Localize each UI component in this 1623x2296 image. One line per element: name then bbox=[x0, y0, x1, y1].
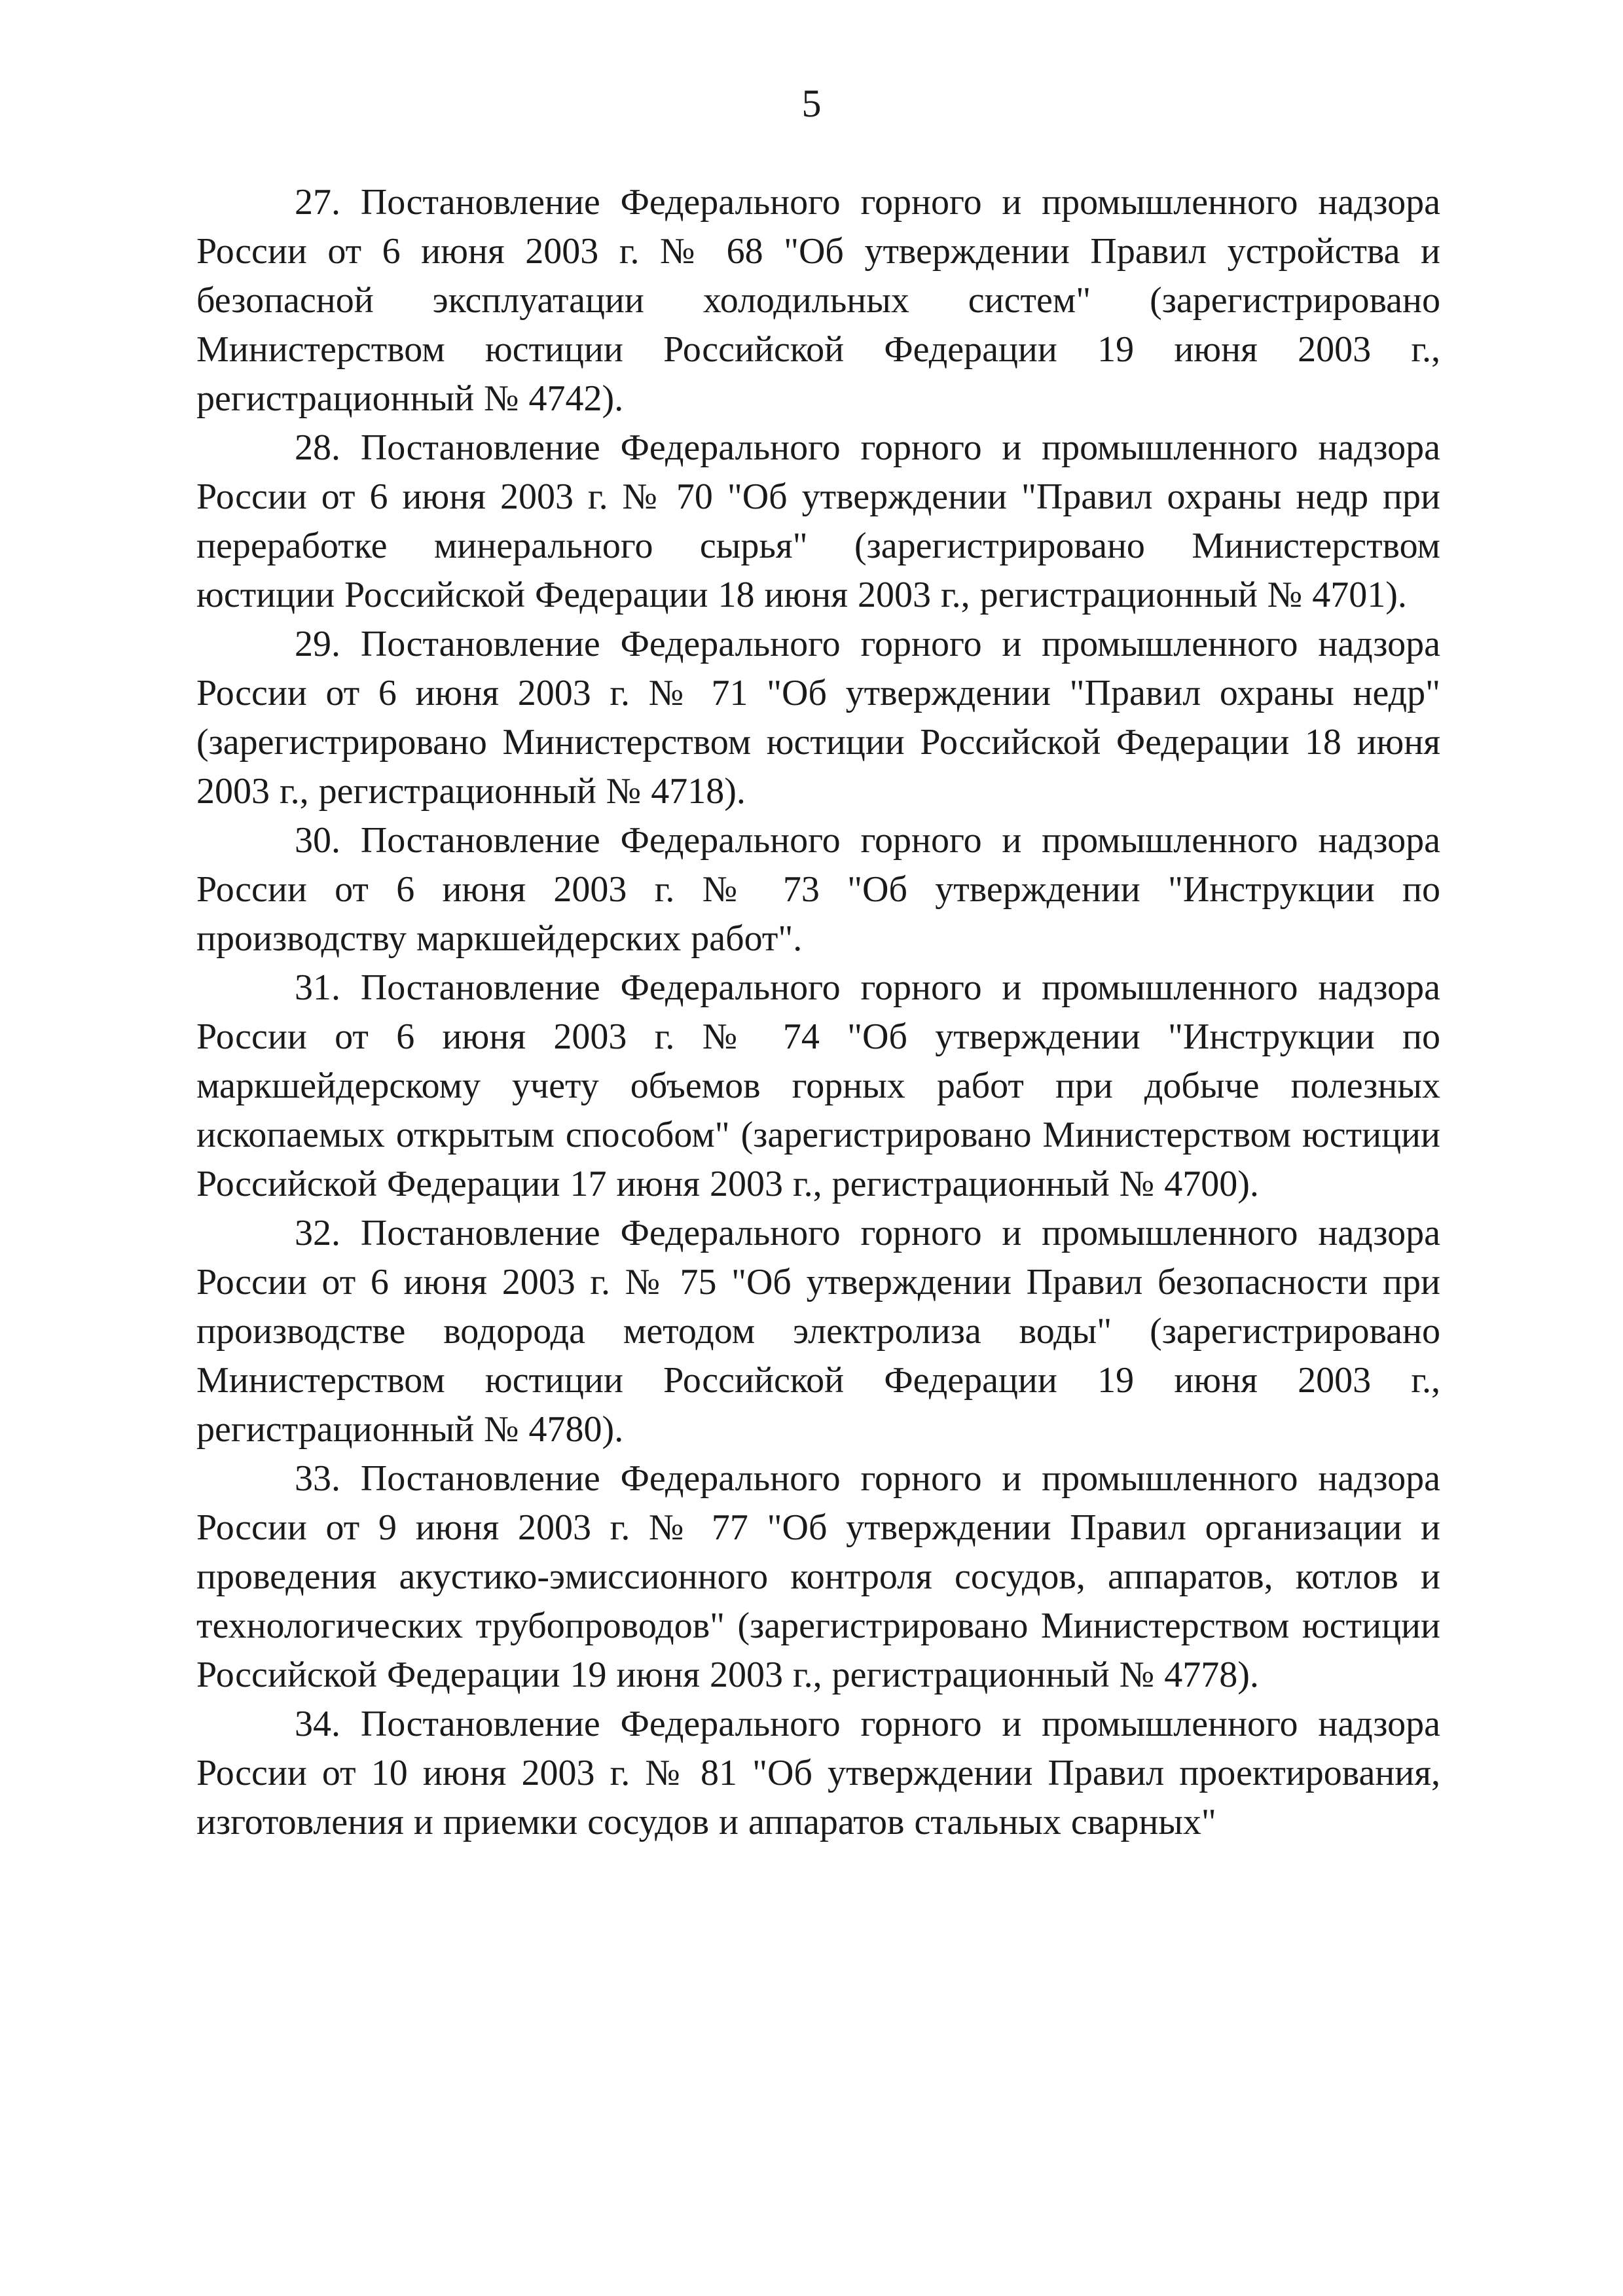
item-text: Постановление Федерального горного и промышленного надзора России от 6 июня 2003 г. № 74 "Об утверждении "Инструкции по маркшейдерскому учету объемов горных работ при добыче полезных ископаемых открытым способом" (зарегистрировано Министерством юстиции Российской Федерации 17 июня 2003 г., регистрационный № 4700). bbox=[196, 967, 1441, 1204]
item-text: Постановление Федерального горного и промышленного надзора России от 6 июня 2003 г. № 75 "Об утверждении Правил безопасности при производстве водорода методом электролиза воды" (зарегистрировано Министерством юстиции Российской Федерации 19 июня 2003 г., регистрационный № 4780). bbox=[196, 1213, 1441, 1450]
item-number: 27. bbox=[295, 182, 340, 223]
item-number: 33. bbox=[295, 1458, 340, 1499]
item-number: 30. bbox=[295, 820, 340, 861]
item-number: 29. bbox=[295, 624, 340, 664]
item-text: Постановление Федерального горного и промышленного надзора России от 6 июня 2003 г. № 70 "Об утверждении "Правил охраны недр при переработке минерального сырья" (зарегистрировано Министерством юстиции Российской Федерации 18 июня 2003 г., регистрационный № 4701). bbox=[196, 427, 1441, 615]
item-number: 31. bbox=[295, 967, 340, 1008]
list-item bbox=[196, 620, 1440, 816]
item-text: Постановление Федерального горного и промышленного надзора России от 6 июня 2003 г. № 73 "Об утверждении "Инструкции по производству маркшейдерских работ". bbox=[196, 820, 1441, 959]
list-item bbox=[196, 1209, 1440, 1454]
page-number: 5 bbox=[801, 82, 822, 125]
item-number: 32. bbox=[295, 1213, 340, 1253]
item-text: Постановление Федерального горного и промышленного надзора России от 6 июня 2003 г. № 68 "Об утверждении Правил устройства и безопасной эксплуатации холодильных систем" (зарегистрировано Министерством юстиции Российской Федерации 19 июня 2003 г., регистрационный № 4742). bbox=[196, 182, 1441, 419]
list-item bbox=[196, 1454, 1440, 1700]
item-text: Постановление Федерального горного и промышленного надзора России от 6 июня 2003 г. № 71 "Об утверждении "Правил охраны недр" (зарегистрировано Министерством юстиции Российской Федерации 18 июня 2003 г., регистрационный № 4718). bbox=[196, 624, 1441, 812]
list-item bbox=[196, 423, 1440, 620]
list-item bbox=[196, 816, 1440, 963]
list-item bbox=[196, 963, 1440, 1209]
list-item bbox=[196, 1700, 1440, 1847]
item-number: 34. bbox=[295, 1704, 340, 1744]
item-number: 28. bbox=[295, 427, 340, 468]
item-text: Постановление Федерального горного и промышленного надзора России от 9 июня 2003 г. № 77 "Об утверждении Правил организации и проведения акустико-эмиссионного контроля сосудов, аппаратов, котлов и технологических трубопроводов" (зарегистрировано Министерством юстиции Российской Федерации 19 июня 2003 г., регистрационный № 4778). bbox=[196, 1458, 1441, 1695]
document-body bbox=[196, 178, 1440, 1847]
item-text: Постановление Федерального горного и промышленного надзора России от 10 июня 2003 г. № 81 "Об утверждении Правил проектирования, изготовления и приемки сосудов и аппаратов стальных сварных" bbox=[196, 1704, 1441, 1842]
list-item bbox=[196, 178, 1440, 423]
